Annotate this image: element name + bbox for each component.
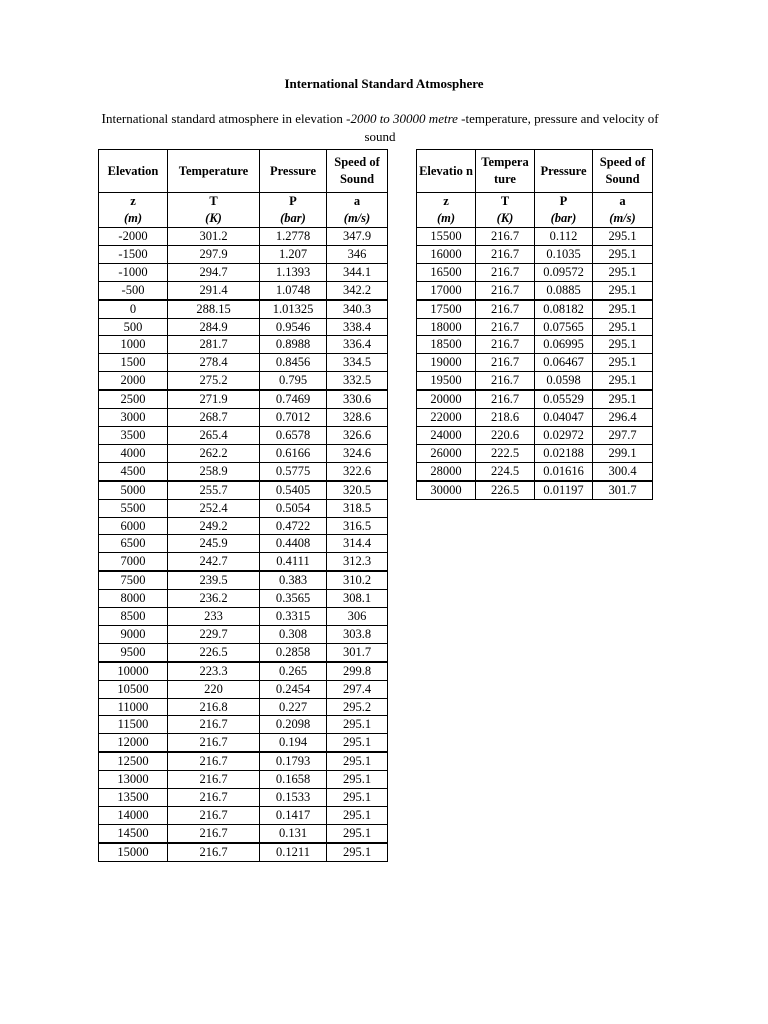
table-cell: 312.3 <box>327 553 388 571</box>
table-cell: 0.07565 <box>535 318 593 336</box>
table-cell: 0.1793 <box>260 752 327 770</box>
table-cell: 0.6166 <box>260 444 327 462</box>
table-cell: 239.5 <box>168 571 260 589</box>
table-cell: 294.7 <box>168 263 260 281</box>
table-cell: 0.1035 <box>535 245 593 263</box>
table-cell: 0.0598 <box>535 372 593 390</box>
table-cell: 340.3 <box>327 300 388 318</box>
column-symbol: P <box>260 193 327 211</box>
table-cell: 9000 <box>99 625 168 643</box>
table-cell: 26000 <box>417 444 476 462</box>
table-cell: 242.7 <box>168 553 260 571</box>
column-header: Tempera ture <box>476 150 535 193</box>
column-header: Pressure <box>535 150 593 193</box>
table-cell: 295.1 <box>327 771 388 789</box>
table-cell: 216.8 <box>168 698 260 716</box>
table-cell: 2000 <box>99 372 168 390</box>
table-row <box>99 426 388 444</box>
column-symbol: a <box>593 193 653 211</box>
table-row <box>417 409 653 427</box>
column-unit: (m/s) <box>593 210 653 228</box>
table-cell: 1.207 <box>260 245 327 263</box>
table-cell: 226.5 <box>476 481 535 499</box>
table-row <box>417 444 653 462</box>
table-cell: 4000 <box>99 444 168 462</box>
table-row <box>99 698 388 716</box>
table-cell: -1000 <box>99 263 168 281</box>
table-cell: 310.2 <box>327 571 388 589</box>
table-cell: 7500 <box>99 571 168 589</box>
table-cell: 297.9 <box>168 245 260 263</box>
table-cell: 347.9 <box>327 228 388 246</box>
table-row <box>99 372 388 390</box>
table-cell: 324.6 <box>327 444 388 462</box>
table-cell: 13000 <box>99 771 168 789</box>
table-cell: 0.06995 <box>535 336 593 354</box>
column-header: Speed of Sound <box>327 150 388 193</box>
table-cell: 322.6 <box>327 462 388 480</box>
table-cell: 18500 <box>417 336 476 354</box>
table-cell: 0.4111 <box>260 553 327 571</box>
table-row <box>99 571 388 589</box>
table-cell: 0.01197 <box>535 481 593 499</box>
table-cell: 6500 <box>99 535 168 553</box>
column-unit: (m/s) <box>327 210 388 228</box>
subtitle-lead: nternational standard atmosphere in elevation - <box>106 111 351 126</box>
table-cell: 10500 <box>99 680 168 698</box>
table-cell: 19000 <box>417 354 476 372</box>
table-cell: 0.308 <box>260 625 327 643</box>
table-cell: 0.1211 <box>260 843 327 861</box>
table-row <box>417 336 653 354</box>
table-cell: 233 <box>168 608 260 626</box>
table-cell: 265.4 <box>168 426 260 444</box>
table-cell: 268.7 <box>168 409 260 427</box>
table-cell: 326.6 <box>327 426 388 444</box>
table-cell: 14000 <box>99 807 168 825</box>
table-cell: 216.7 <box>168 843 260 861</box>
table-cell: 291.4 <box>168 281 260 299</box>
table-cell: 24000 <box>417 426 476 444</box>
table-cell: 1.01325 <box>260 300 327 318</box>
table-cell: 3000 <box>99 409 168 427</box>
table-cell: 301.2 <box>168 228 260 246</box>
table-cell: 0.1417 <box>260 807 327 825</box>
table-row <box>99 824 388 842</box>
table-cell: 334.5 <box>327 354 388 372</box>
table-cell: 0.8988 <box>260 336 327 354</box>
table-cell: 338.4 <box>327 318 388 336</box>
table-row <box>417 462 653 480</box>
subtitle-first-letter: I <box>101 112 107 127</box>
table-cell: 295.1 <box>593 336 653 354</box>
table-row <box>99 662 388 680</box>
table-cell: 0.5405 <box>260 481 327 499</box>
table-cell: 17500 <box>417 300 476 318</box>
table-row <box>99 535 388 553</box>
table-cell: 0.2858 <box>260 643 327 661</box>
table-cell: 0.1658 <box>260 771 327 789</box>
table-row <box>417 481 653 499</box>
table-cell: 295.1 <box>593 372 653 390</box>
table-cell: 7000 <box>99 553 168 571</box>
table-cell: 252.4 <box>168 499 260 517</box>
table-cell: -500 <box>99 281 168 299</box>
table-cell: 0.01616 <box>535 462 593 480</box>
column-unit: (K) <box>476 210 535 228</box>
column-symbol: P <box>535 193 593 211</box>
table-row <box>99 843 388 861</box>
table-row <box>99 716 388 734</box>
table-row <box>417 318 653 336</box>
table-cell: 220 <box>168 680 260 698</box>
column-header: Elevatio n <box>417 150 476 193</box>
atmosphere-table-right <box>416 149 653 500</box>
table-cell: 1.2778 <box>260 228 327 246</box>
column-unit: (m) <box>417 210 476 228</box>
table-cell: 299.1 <box>593 444 653 462</box>
column-header: Pressure <box>260 150 327 193</box>
table-cell: 216.7 <box>476 354 535 372</box>
table-row <box>417 245 653 263</box>
table-cell: 330.6 <box>327 390 388 408</box>
table-cell: 216.7 <box>168 771 260 789</box>
table-cell: 0.2098 <box>260 716 327 734</box>
table-cell: 22000 <box>417 409 476 427</box>
table-cell: 295.1 <box>593 318 653 336</box>
column-unit: (K) <box>168 210 260 228</box>
table-cell: 0.4408 <box>260 535 327 553</box>
table-cell: 0.1533 <box>260 789 327 807</box>
table-cell: 220.6 <box>476 426 535 444</box>
table-row <box>99 318 388 336</box>
table-cell: 249.2 <box>168 517 260 535</box>
table-cell: 245.9 <box>168 535 260 553</box>
table-body-right <box>417 228 653 500</box>
table-cell: 0.02188 <box>535 444 593 462</box>
table-row <box>99 789 388 807</box>
table-cell: 14500 <box>99 824 168 842</box>
table-cell: 0.194 <box>260 734 327 752</box>
table-cell: 15500 <box>417 228 476 246</box>
table-cell: 216.7 <box>476 263 535 281</box>
table-cell: 0.04047 <box>535 409 593 427</box>
table-cell: 222.5 <box>476 444 535 462</box>
table-cell: 216.7 <box>476 318 535 336</box>
table-row <box>99 752 388 770</box>
table-row <box>417 426 653 444</box>
table-row <box>99 553 388 571</box>
table-cell: 18000 <box>417 318 476 336</box>
table-cell: 4500 <box>99 462 168 480</box>
table-cell: 28000 <box>417 462 476 480</box>
table-cell: 0.5775 <box>260 462 327 480</box>
table-cell: 0.02972 <box>535 426 593 444</box>
table-cell: 295.1 <box>593 228 653 246</box>
table-cell: 320.5 <box>327 481 388 499</box>
table-cell: 316.5 <box>327 517 388 535</box>
table-cell: 255.7 <box>168 481 260 499</box>
table-cell: 15000 <box>99 843 168 861</box>
table-row <box>99 680 388 698</box>
table-cell: 0.05529 <box>535 390 593 408</box>
table-row <box>99 409 388 427</box>
table-row <box>99 517 388 535</box>
table-cell: 300.4 <box>593 462 653 480</box>
table-cell: 17000 <box>417 281 476 299</box>
table-cell: 8500 <box>99 608 168 626</box>
table-cell: 229.7 <box>168 625 260 643</box>
table-row <box>417 354 653 372</box>
table-cell: 275.2 <box>168 372 260 390</box>
table-cell: 299.8 <box>327 662 388 680</box>
table-cell: 0.3315 <box>260 608 327 626</box>
table-row <box>417 390 653 408</box>
table-cell: 1500 <box>99 354 168 372</box>
table-row <box>417 228 653 246</box>
table-cell: 295.1 <box>327 734 388 752</box>
table-row <box>99 390 388 408</box>
table-cell: 336.4 <box>327 336 388 354</box>
atmosphere-table-left <box>98 149 388 862</box>
table-cell: 318.5 <box>327 499 388 517</box>
table-cell: 216.7 <box>476 336 535 354</box>
column-symbol: T <box>168 193 260 211</box>
table-cell: 5000 <box>99 481 168 499</box>
table-cell: 297.7 <box>593 426 653 444</box>
table-cell: 0.131 <box>260 824 327 842</box>
table-row <box>99 462 388 480</box>
table-cell: 346 <box>327 245 388 263</box>
table-cell: 216.7 <box>476 245 535 263</box>
table-cell: 306 <box>327 608 388 626</box>
column-unit: (bar) <box>535 210 593 228</box>
subtitle-tail: -temperature, pressure and velocity of sound <box>364 111 659 144</box>
column-symbol: T <box>476 193 535 211</box>
table-row <box>99 481 388 499</box>
table-cell: 0.3565 <box>260 590 327 608</box>
table-cell: 216.7 <box>168 789 260 807</box>
table-cell: 1000 <box>99 336 168 354</box>
table-cell: 16500 <box>417 263 476 281</box>
table-cell: 295.2 <box>327 698 388 716</box>
column-header: Temperature <box>168 150 260 193</box>
table-row <box>417 281 653 299</box>
table-cell: 1.0748 <box>260 281 327 299</box>
table-cell: 0 <box>99 300 168 318</box>
table-row <box>417 372 653 390</box>
table-cell: 308.1 <box>327 590 388 608</box>
table-cell: 295.1 <box>593 245 653 263</box>
table-cell: 0.795 <box>260 372 327 390</box>
table-row <box>99 444 388 462</box>
table-cell: 258.9 <box>168 462 260 480</box>
table-cell: 2500 <box>99 390 168 408</box>
table-cell: 216.7 <box>168 752 260 770</box>
table-cell: 295.1 <box>327 789 388 807</box>
table-cell: 11000 <box>99 698 168 716</box>
table-cell: 271.9 <box>168 390 260 408</box>
table-row <box>99 625 388 643</box>
table-cell: 278.4 <box>168 354 260 372</box>
table-cell: 0.2454 <box>260 680 327 698</box>
table-cell: 284.9 <box>168 318 260 336</box>
table-row <box>99 499 388 517</box>
table-row <box>99 771 388 789</box>
table-cell: 295.1 <box>327 824 388 842</box>
table-row <box>99 734 388 752</box>
table-cell: 11500 <box>99 716 168 734</box>
table-cell: 295.1 <box>593 390 653 408</box>
table-cell: 0.09572 <box>535 263 593 281</box>
table-cell: 295.1 <box>327 843 388 861</box>
table-cell: 12000 <box>99 734 168 752</box>
table-cell: 236.2 <box>168 590 260 608</box>
table-cell: 500 <box>99 318 168 336</box>
table-cell: 295.1 <box>593 354 653 372</box>
table-cell: 216.7 <box>476 390 535 408</box>
column-symbol: a <box>327 193 388 211</box>
table-cell: 295.1 <box>593 263 653 281</box>
table-cell: 301.7 <box>327 643 388 661</box>
table-cell: 216.7 <box>168 824 260 842</box>
table-cell: -2000 <box>99 228 168 246</box>
table-row <box>99 608 388 626</box>
table-cell: 216.7 <box>476 281 535 299</box>
table-cell: 303.8 <box>327 625 388 643</box>
table-cell: 216.7 <box>476 228 535 246</box>
table-cell: 0.7012 <box>260 409 327 427</box>
table-cell: 224.5 <box>476 462 535 480</box>
table-row <box>99 354 388 372</box>
table-cell: 10000 <box>99 662 168 680</box>
table-cell: 295.1 <box>327 752 388 770</box>
table-cell: 297.4 <box>327 680 388 698</box>
subtitle-range: 2000 to 30000 metre <box>350 111 458 126</box>
table-cell: 295.1 <box>327 716 388 734</box>
table-cell: 216.7 <box>168 716 260 734</box>
table-cell: 328.6 <box>327 409 388 427</box>
table-cell: 0.4722 <box>260 517 327 535</box>
table-cell: 296.4 <box>593 409 653 427</box>
table-cell: 295.1 <box>593 300 653 318</box>
table-cell: 0.06467 <box>535 354 593 372</box>
table-cell: 0.227 <box>260 698 327 716</box>
table-cell: 0.6578 <box>260 426 327 444</box>
table-cell: 262.2 <box>168 444 260 462</box>
column-symbol: z <box>417 193 476 211</box>
table-row <box>99 590 388 608</box>
table-cell: 295.1 <box>593 281 653 299</box>
table-row <box>99 336 388 354</box>
table-cell: 0.9546 <box>260 318 327 336</box>
table-cell: 223.3 <box>168 662 260 680</box>
table-cell: 0.112 <box>535 228 593 246</box>
table-cell: 0.265 <box>260 662 327 680</box>
table-cell: 20000 <box>417 390 476 408</box>
table-body-left <box>99 228 388 862</box>
table-cell: 0.383 <box>260 571 327 589</box>
table-cell: 226.5 <box>168 643 260 661</box>
table-cell: -1500 <box>99 245 168 263</box>
table-cell: 3500 <box>99 426 168 444</box>
table-row <box>99 263 388 281</box>
table-cell: 12500 <box>99 752 168 770</box>
table-cell: 216.7 <box>476 300 535 318</box>
table-cell: 0.0885 <box>535 281 593 299</box>
table-cell: 6000 <box>99 517 168 535</box>
table-cell: 16000 <box>417 245 476 263</box>
table-row <box>99 228 388 246</box>
column-unit: (bar) <box>260 210 327 228</box>
table-cell: 0.08182 <box>535 300 593 318</box>
table-cell: 288.15 <box>168 300 260 318</box>
column-unit: (m) <box>99 210 168 228</box>
table-cell: 0.7469 <box>260 390 327 408</box>
table-cell: 30000 <box>417 481 476 499</box>
table-cell: 1.1393 <box>260 263 327 281</box>
table-cell: 0.5054 <box>260 499 327 517</box>
table-cell: 344.1 <box>327 263 388 281</box>
table-row <box>99 807 388 825</box>
table-cell: 0.8456 <box>260 354 327 372</box>
table-cell: 295.1 <box>327 807 388 825</box>
table-row <box>417 263 653 281</box>
table-row <box>99 300 388 318</box>
column-symbol: z <box>99 193 168 211</box>
table-cell: 332.5 <box>327 372 388 390</box>
table-cell: 13500 <box>99 789 168 807</box>
table-cell: 216.7 <box>168 807 260 825</box>
page-subtitle <box>100 110 660 145</box>
table-cell: 301.7 <box>593 481 653 499</box>
table-cell: 216.7 <box>168 734 260 752</box>
table-cell: 5500 <box>99 499 168 517</box>
table-row <box>99 281 388 299</box>
table-cell: 19500 <box>417 372 476 390</box>
table-row <box>417 300 653 318</box>
column-header: Speed of Sound <box>593 150 653 193</box>
table-cell: 281.7 <box>168 336 260 354</box>
table-cell: 314.4 <box>327 535 388 553</box>
table-row <box>99 643 388 661</box>
table-cell: 218.6 <box>476 409 535 427</box>
page-title: International Standard Atmosphere <box>284 76 484 91</box>
table-cell: 9500 <box>99 643 168 661</box>
table-row <box>99 245 388 263</box>
column-header: Elevation <box>99 150 168 193</box>
table-cell: 216.7 <box>476 372 535 390</box>
table-cell: 342.2 <box>327 281 388 299</box>
table-cell: 8000 <box>99 590 168 608</box>
